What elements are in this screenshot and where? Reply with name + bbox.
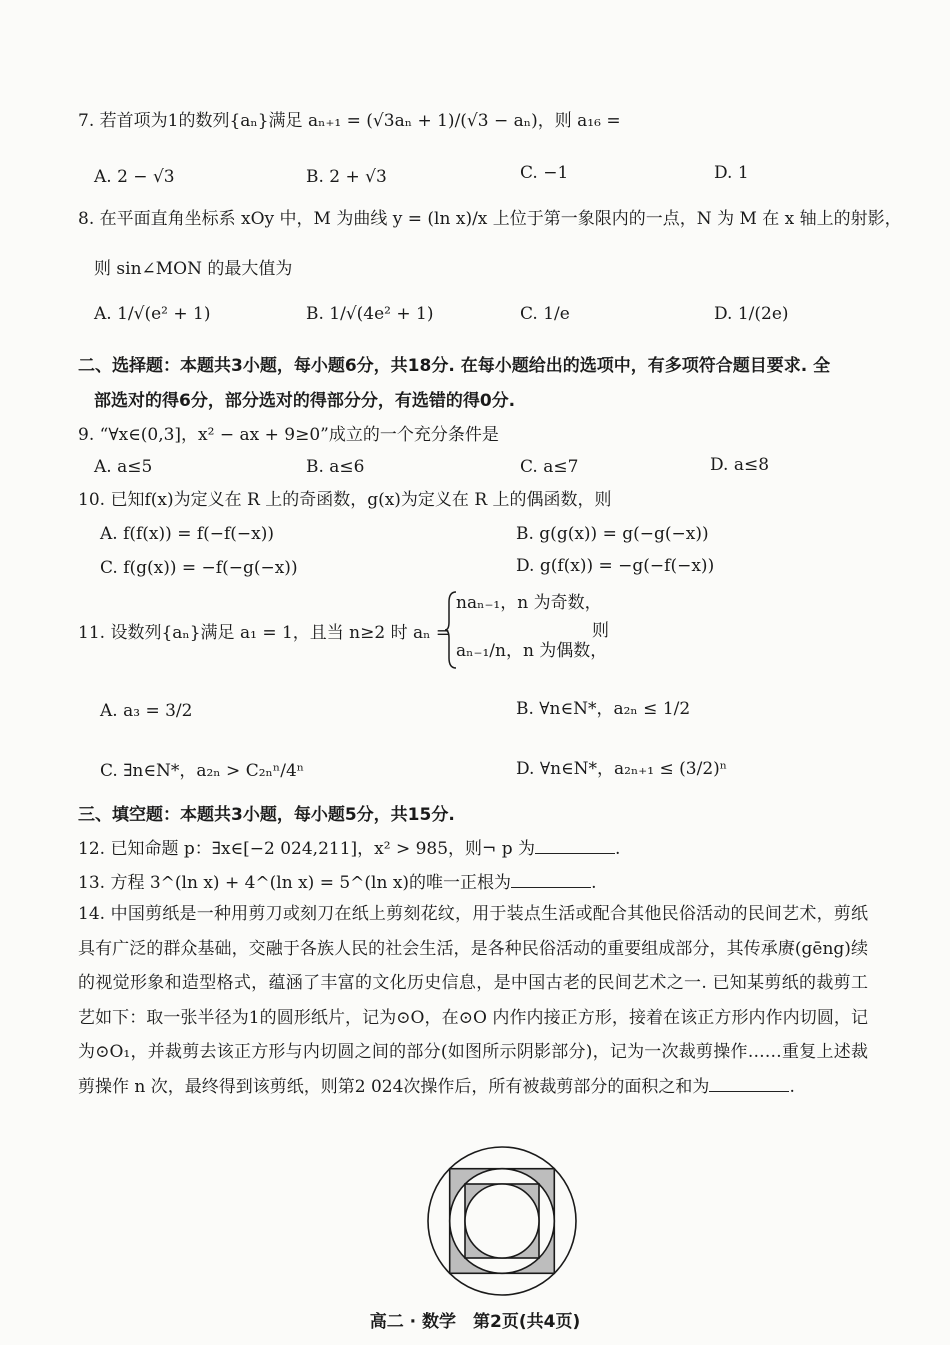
q14-answer-blank[interactable] — [709, 1077, 789, 1092]
q8-option-d: D. 1/(2e) — [714, 304, 789, 324]
q10-stem: 10. 已知f(x)为定义在 R 上的奇函数，g(x)为定义在 R 上的偶函数，则 — [78, 490, 612, 510]
q8-stem-line1: 8. 在平面直角坐标系 xOy 中，M 为曲线 y = (ln x)/x 上位于第一象限内的一点，N 为 M 在 x 轴上的射影， — [78, 209, 902, 229]
q12-text: 12. 已知命题 p：∃x∈[−2 024,211]，x² > 985，则¬ p 为 — [78, 839, 535, 859]
q7-stem: 7. 若首项为1的数列{aₙ}满足 aₙ₊₁ = (√3aₙ + 1)/(√3 − aₙ)，则 a₁₆ = — [78, 111, 621, 131]
q14-end: . — [789, 1076, 795, 1097]
q12-end: . — [614, 839, 621, 859]
section2-header-line1: 二、选择题：本题共3小题，每小题6分，共18分. 在每小题给出的选项中，有多项符合题目要求. 全 — [78, 356, 831, 376]
q8-stem-line2: 则 sin∠MON 的最大值为 — [94, 259, 293, 279]
q7-option-c: C. −1 — [520, 163, 569, 183]
q14-text: 14. 中国剪纸是一种用剪刀或刻刀在纸上剪刻花纹，用于装点生活或配合其他民俗活动的民间艺术，剪纸具有广泛的群众基础，交融于各族人民的社会生活，是各种民俗活动的重要组成部分，其传承赓(gēng)续的视觉形象和造型格式，蕴涵了丰富的文化历史信息，是中国古老的民间艺术之一. 已知某剪纸的裁剪工艺如下：取一张半径为1的圆形纸片，记为⊙O，在⊙O 内作内接正方形，接着在该正方形内作内切圆，记为⊙O₁，并裁剪去该正方形与内切圆之间的部分(如图所示阴影部分)，记为一次裁剪操作……重复上述裁剪操作 n 次，最终得到该剪纸，则第2 024次操作后，所有被裁剪部分的面积之和为 — [78, 904, 868, 1097]
q13-text: 13. 方程 3^(ln x) + 4^(ln x) = 5^(ln x)的唯一正根为 — [78, 873, 512, 893]
q9-option-c: C. a≤7 — [520, 457, 579, 477]
q8-option-a: A. 1/√(e² + 1) — [94, 304, 211, 324]
q11-option-d: D. ∀n∈N*，a₂ₙ₊₁ ≤ (3/2)ⁿ — [516, 759, 728, 779]
q8-option-b: B. 1/√(4e² + 1) — [306, 304, 434, 324]
q13-end: . — [591, 873, 597, 893]
q9-stem: 9. “∀x∈(0,3]，x² − ax + 9≥0”成立的一个充分条件是 — [78, 425, 499, 445]
page-footer: 高二 · 数学 第2页(共4页) — [369, 1312, 581, 1332]
section2-header-line2: 部选对的得6分，部分选对的得部分分，有选错的得0分. — [94, 391, 516, 411]
q12-question — [78, 838, 620, 860]
q7-option-b: B. 2 + √3 — [306, 167, 387, 187]
inner-circle-o2 — [465, 1184, 539, 1258]
q10-option-a: A. f(f(x)) = f(−f(−x)) — [100, 524, 275, 544]
section3-header: 三、填空题：本题共3小题，每小题5分，共15分. — [78, 805, 455, 825]
q11-case-even: aₙ₋₁/n，n 为偶数， — [456, 641, 608, 661]
q11-option-c: C. ∃n∈N*，a₂ₙ > C₂ₙⁿ/4ⁿ — [100, 761, 305, 781]
q13-answer-blank[interactable] — [511, 873, 591, 888]
q11-option-a: A. a₃ = 3/2 — [100, 701, 193, 721]
q7-option-d: D. 1 — [714, 163, 749, 183]
q12-answer-blank[interactable] — [535, 839, 615, 854]
q11-stem-tail: 则 — [592, 621, 609, 641]
q7-option-a: A. 2 − √3 — [94, 167, 175, 187]
q10-option-b: B. g(g(x)) = g(−g(−x)) — [516, 524, 709, 544]
q13-question — [78, 872, 596, 894]
paper-cutting-figure — [424, 1143, 580, 1299]
q14-question — [78, 897, 868, 1104]
q9-option-d: D. a≤8 — [710, 455, 770, 475]
q11-option-b: B. ∀n∈N*，a₂ₙ ≤ 1/2 — [516, 699, 691, 719]
q9-option-b: B. a≤6 — [306, 457, 365, 477]
q10-option-c: C. f(g(x)) = −f(−g(−x)) — [100, 558, 298, 578]
q11-stem: 11. 设数列{aₙ}满足 a₁ = 1，且当 n≥2 时 aₙ = — [78, 623, 451, 643]
q10-option-d: D. g(f(x)) = −g(−f(−x)) — [516, 556, 715, 576]
q8-option-c: C. 1/e — [520, 304, 570, 324]
q11-case-odd: naₙ₋₁，n 为奇数， — [456, 593, 602, 613]
q9-option-a: A. a≤5 — [94, 457, 153, 477]
